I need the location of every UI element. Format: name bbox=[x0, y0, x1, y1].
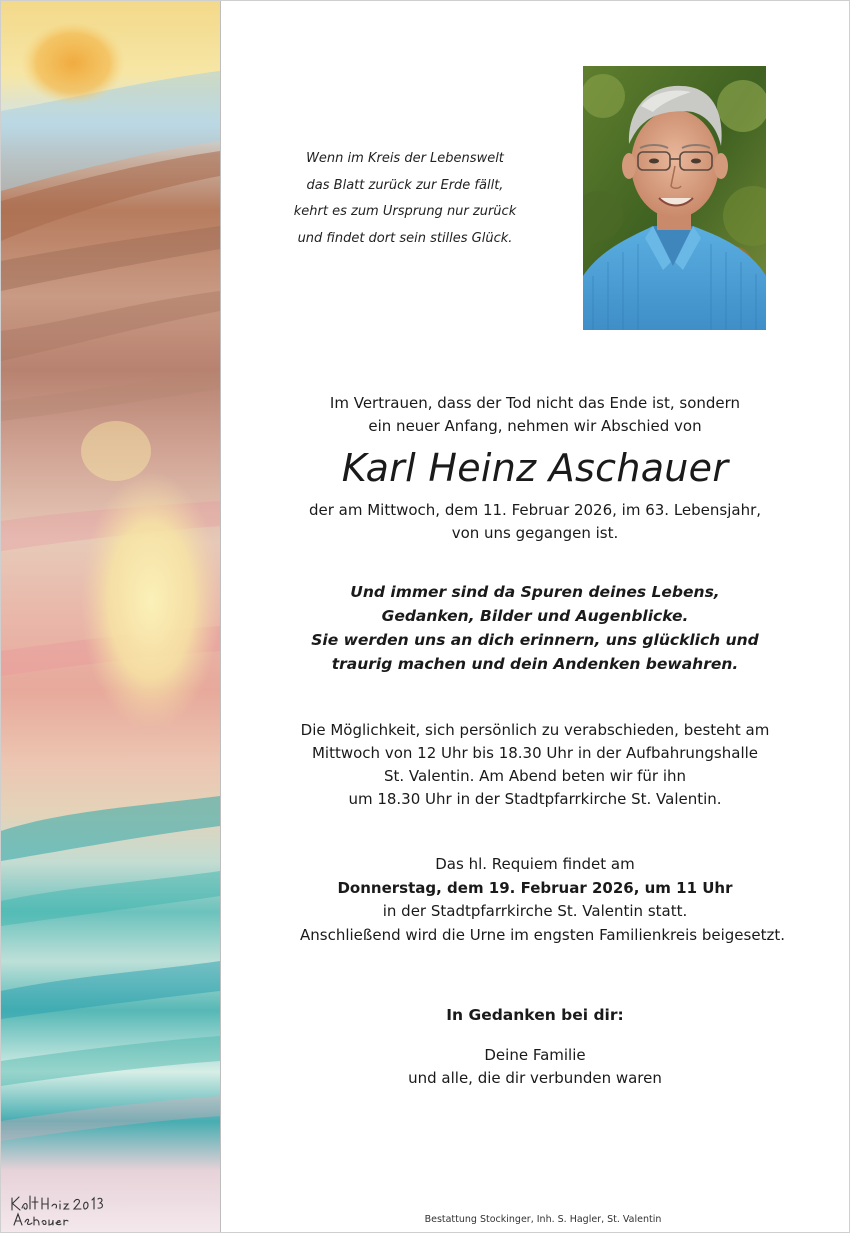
quote-line: Gedanken, Bilder und Augenblicke. bbox=[381, 607, 689, 625]
poem-line: kehrt es zum Ursprung nur zurück bbox=[293, 204, 517, 219]
death-notice-line: der am Mittwoch, dem 11. Februar 2026, im 63. Lebensjahr, bbox=[308, 501, 762, 519]
requiem-line: Das hl. Requiem findet am bbox=[435, 855, 635, 873]
farewell-line: Die Möglichkeit, sich persönlich zu verabschieden, besteht am bbox=[300, 721, 770, 739]
requiem-info bbox=[300, 853, 785, 947]
death-notice-line: von uns gegangen ist. bbox=[451, 524, 619, 542]
farewell-line: St. Valentin. Am Abend beten wir für ihn bbox=[383, 767, 687, 785]
poem-line: Wenn im Kreis der Lebenswelt bbox=[306, 151, 504, 166]
family-line: und alle, die dir verbunden waren bbox=[408, 1069, 662, 1087]
family-signoff bbox=[300, 1044, 770, 1090]
quote-line: Und immer sind da Spuren deines Lebens, bbox=[350, 583, 720, 601]
intro-line: ein neuer Anfang, nehmen wir Abschied von bbox=[368, 417, 702, 435]
thoughts-heading: In Gedanken bei dir: bbox=[446, 1006, 624, 1024]
deceased-name: Karl Heinz Aschauer bbox=[341, 446, 729, 490]
pastel-artwork-strip bbox=[1, 1, 221, 1232]
requiem-line: Anschließend wird die Urne im engsten Familienkreis beigesetzt. bbox=[300, 925, 785, 944]
requiem-date: Donnerstag, dem 19. Februar 2026, um 11 Uhr bbox=[337, 878, 733, 897]
intro-text bbox=[300, 392, 770, 438]
intro-line: Im Vertrauen, dass der Tod nicht das Ende ist, sondern bbox=[329, 394, 741, 412]
portrait-photo bbox=[583, 66, 766, 330]
family-line: Deine Familie bbox=[484, 1046, 586, 1064]
artist-signature bbox=[8, 1192, 118, 1228]
farewell-info bbox=[300, 719, 770, 811]
farewell-line: um 18.30 Uhr in der Stadtpfarrkirche St. Valentin. bbox=[348, 790, 722, 808]
quote-line: Sie werden uns an dich erinnern, uns glücklich und bbox=[311, 631, 759, 649]
poem-line: das Blatt zurück zur Erde fällt, bbox=[306, 177, 504, 193]
memorial-poem bbox=[270, 146, 540, 252]
funeral-home-footer: Bestattung Stockinger, Inh. S. Hagler, St. Valentin bbox=[424, 1214, 662, 1225]
farewell-line: Mittwoch von 12 Uhr bis 18.30 Uhr in der Aufbahrungshalle bbox=[311, 744, 759, 762]
death-notice bbox=[300, 499, 770, 545]
requiem-line: in der Stadtpfarrkirche St. Valentin statt. bbox=[382, 902, 688, 920]
memorial-quote bbox=[300, 580, 770, 676]
poem-line: und findet dort sein stilles Glück. bbox=[297, 230, 513, 246]
quote-line: traurig machen und dein Andenken bewahren. bbox=[331, 655, 739, 673]
